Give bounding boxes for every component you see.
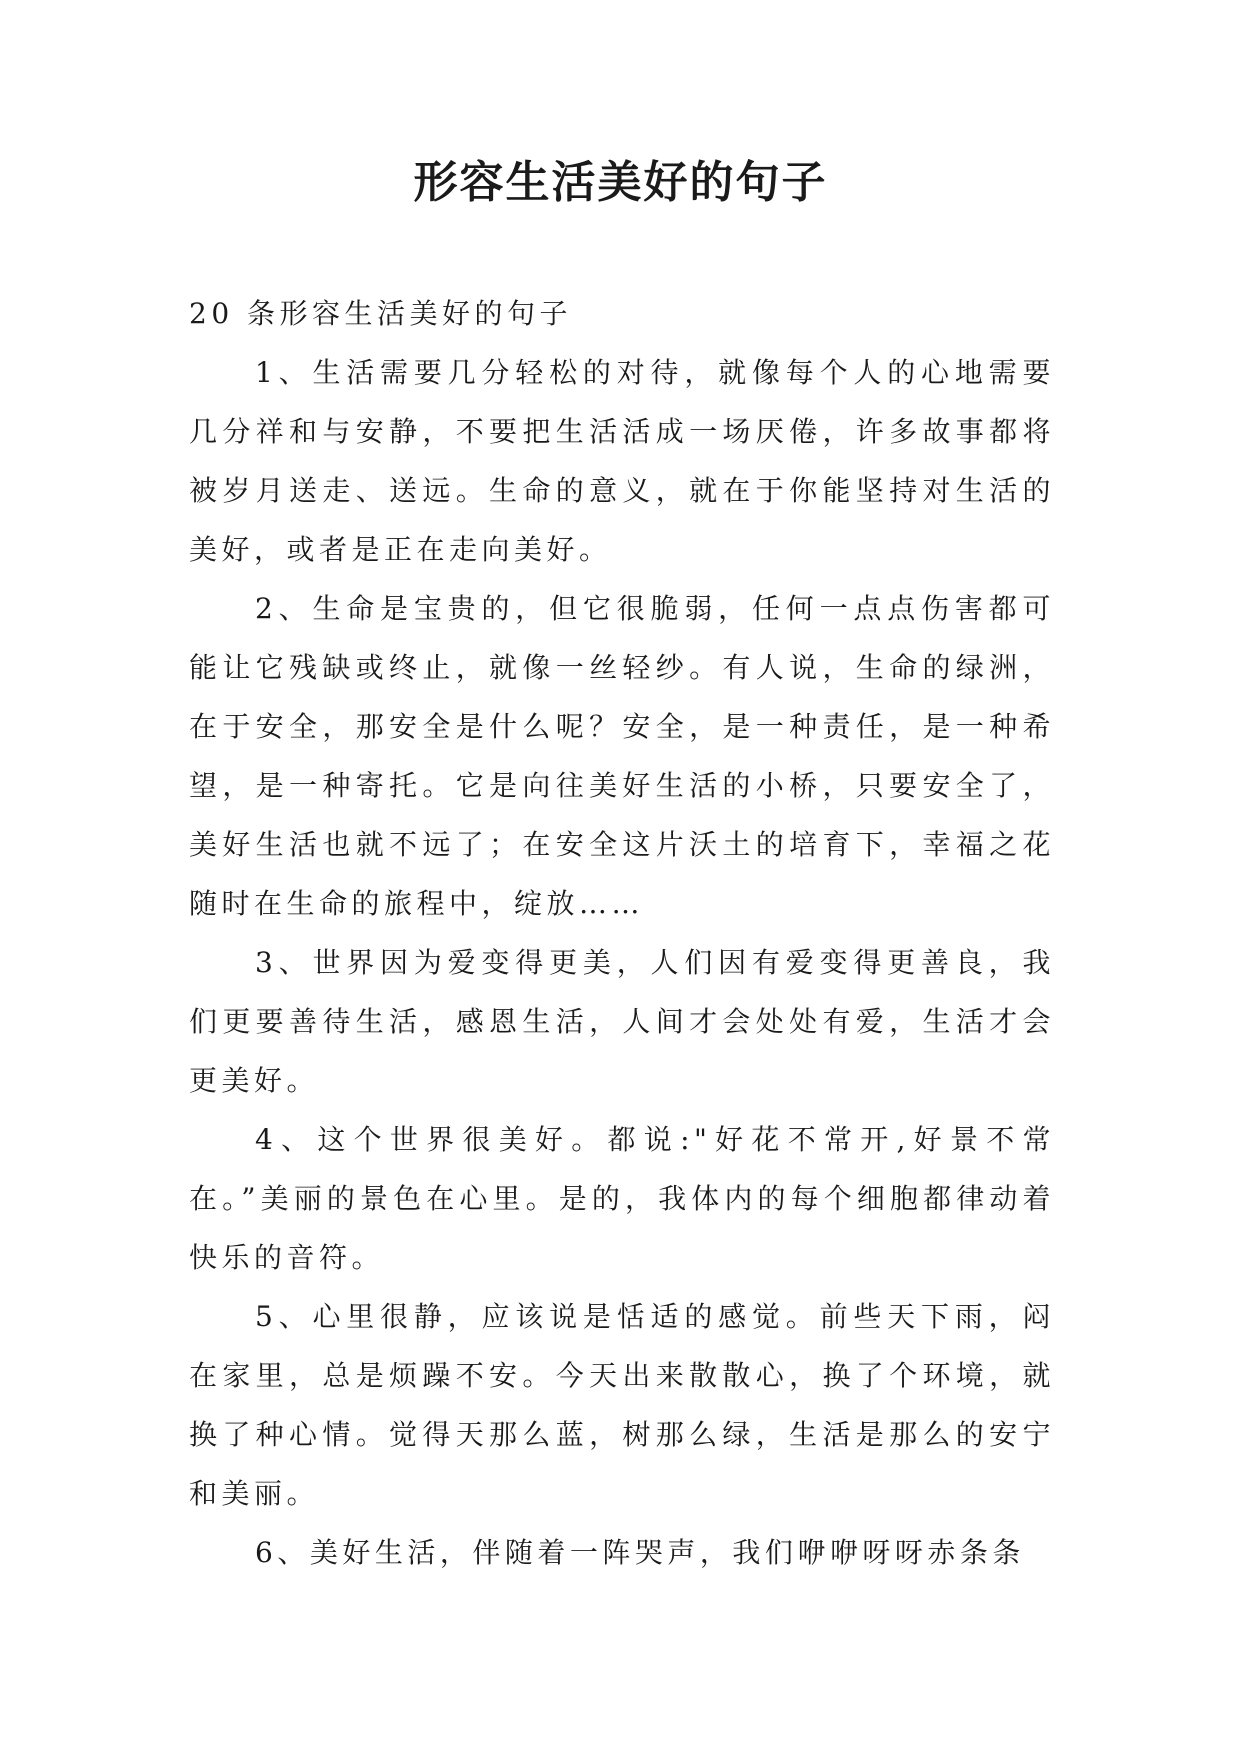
- paragraph-3: 3、世界因为爱变得更美，人们因有爱变得更善良，我们更要善待生活，感恩生活，人间才会处处有爱，生活才会更美好。: [189, 946, 1055, 1097]
- paragraph-6: 6、美好生活，伴随着一阵哭声，我们咿咿呀呀赤条条: [255, 1536, 1025, 1569]
- document-title: 形容生活美好的句子: [413, 157, 828, 208]
- paragraph-4: 4、这个世界很美好。都说:"好花不常开,好景不常在。”美丽的景色在心里。是的，我体内的每个细胞都律动着快乐的音符。: [189, 1123, 1055, 1274]
- document-subtitle: 20 条形容生活美好的句子: [189, 297, 573, 330]
- paragraph-2: 2、生命是宝贵的，但它很脆弱，任何一点点伤害都可能让它残缺或终止，就像一丝轻纱。有人说，生命的绿洲，在于安全，那安全是什么呢？安全，是一种责任，是一种希望，是一种寄托。它是向往美好生活的小桥，只要安全了，美好生活也就不远了；在安全这片沃土的培育下，幸福之花随时在生命的旅程中，绽放……: [189, 592, 1055, 920]
- paragraph-1: 1、生活需要几分轻松的对待，就像每个人的心地需要几分祥和与安静，不要把生活活成一场厌倦，许多故事都将被岁月送走、送远。生命的意义，就在于你能坚持对生活的美好，或者是正在走向美好。: [189, 356, 1055, 566]
- document-body: [189, 284, 1055, 1582]
- paragraph-5: 5、心里很静，应该说是恬适的感觉。前些天下雨，闷在家里，总是烦躁不安。今天出来散散心，换了个环境，就换了种心情。觉得天那么蓝，树那么绿，生活是那么的安宁和美丽。: [189, 1300, 1055, 1510]
